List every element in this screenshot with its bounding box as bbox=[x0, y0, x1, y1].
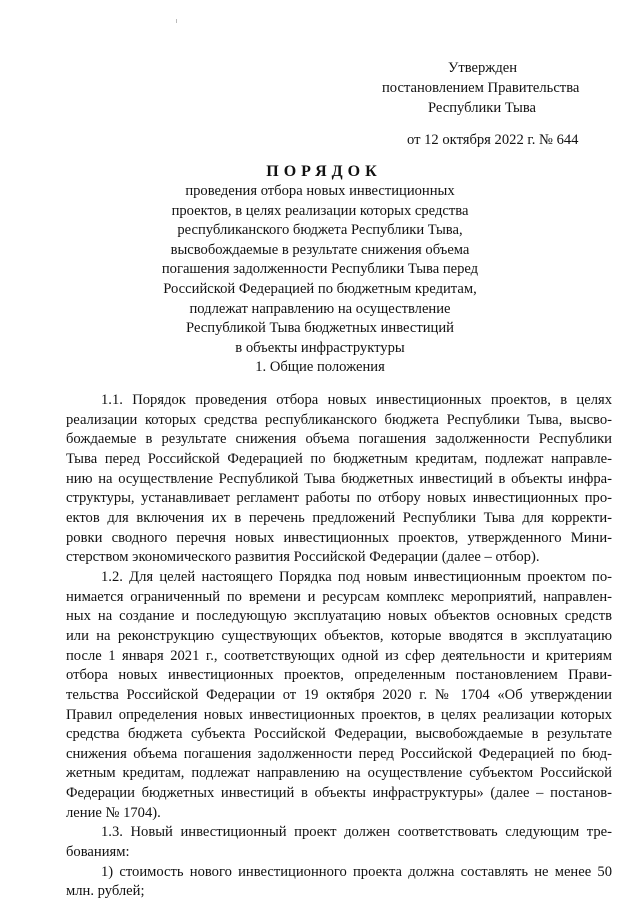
text-line: ных на создание и последующую эксплуатацию новых объектов основных средств bbox=[66, 608, 612, 625]
paragraph-1-2 bbox=[66, 568, 612, 824]
text-line: после 1 января 2021 г., соответствующих одной из сфер деятельности и критериям bbox=[66, 647, 612, 664]
text-line: жетным кредитам, подлежат направлению на осуществление субъектом Российской bbox=[66, 765, 612, 782]
text-line: 1.2. Для целей настоящего Порядка под новым инвестиционным проектом по- bbox=[101, 568, 612, 585]
text-line: 1.3. Новый инвестиционный проект должен соответствовать следующим тре- bbox=[101, 824, 612, 841]
approval-stamp-block bbox=[370, 58, 630, 150]
subtitle-line: республиканского бюджета Республики Тыва, bbox=[177, 222, 463, 239]
text-line: или на реконструкцию существующих объектов, которые вводятся в эксплуатацию bbox=[66, 627, 612, 644]
approval-date: от 12 октября 2022 г. № 644 bbox=[407, 132, 579, 148]
approval-line-3: Республики Тыва bbox=[428, 100, 537, 116]
title-block bbox=[0, 162, 640, 358]
subtitle-line: в объекты инфраструктуры bbox=[235, 339, 405, 356]
scan-mark bbox=[176, 19, 177, 23]
body-text bbox=[66, 391, 612, 902]
subtitle-line: проведения отбора новых инвестиционных bbox=[185, 183, 455, 199]
subtitle-line: Российской Федерацией по бюджетным кредитам, bbox=[163, 280, 477, 297]
text-line: нию на осуществление Республикой Тыва бюджетных инвестиций в объекты инфра- bbox=[66, 470, 612, 487]
text-line: реализации которых средства республиканского бюджета Республики Тыва, высво- bbox=[66, 411, 612, 428]
subtitle-line: высвобождаемые в результате снижения объема bbox=[170, 241, 470, 258]
text-line: 1) стоимость нового инвестиционного проекта должна составлять не менее 50 bbox=[101, 863, 612, 880]
text-line: млн. рублей; bbox=[66, 883, 145, 900]
document-title: ПОРЯДОК bbox=[266, 163, 382, 180]
text-line: ектов для включения их в перечень предложений Республики Тыва для корректи- bbox=[66, 509, 612, 526]
text-line: структуры, устанавливает регламент работы по отбору новых инвестиционных про- bbox=[66, 490, 612, 507]
approval-line-1: Утвержден bbox=[448, 60, 518, 76]
document-subtitle bbox=[0, 182, 640, 358]
text-line: отбора новых инвестиционных проектов, определенным постановлением Прави- bbox=[66, 667, 612, 684]
approval-line-2: постановлением Правительства bbox=[382, 80, 580, 96]
text-line: Правил определения новых инвестиционных проектов, в целях реализации которых bbox=[66, 706, 612, 723]
text-line: тельства Российской Федерации от 19 октября 2020 г. № 1704 «Об утверждении bbox=[66, 686, 612, 703]
text-line: 1.1. Порядок проведения отбора новых инвестиционных проектов, в целях bbox=[101, 392, 612, 408]
subtitle-line: погашения задолженности Республики Тыва перед bbox=[161, 261, 479, 278]
text-line: бождаемые в результате снижения объема погашения задолженности Республики bbox=[66, 431, 612, 448]
text-line: Тыва перед Российской Федерацией по бюджетным кредитам, подлежат направле- bbox=[66, 450, 612, 467]
section-heading: 1. Общие положения bbox=[255, 359, 385, 375]
paragraph-1-1 bbox=[66, 391, 612, 568]
text-line: ровки сводного перечня новых инвестиционных проектов, утвержденного Мини- bbox=[66, 529, 612, 546]
text-line: средства бюджета субъекта Российской Федерации, высвобождаемые в результате bbox=[66, 726, 612, 743]
text-line: бованиям: bbox=[66, 844, 130, 861]
subtitle-line: проектов, в целях реализации которых средства bbox=[171, 202, 469, 219]
list-item-1 bbox=[66, 863, 612, 902]
subtitle-line: подлежат направлению на осуществление bbox=[189, 300, 451, 317]
text-line: Федерации бюджетных инвестиций в объекты инфраструктуры» (далее – постанов- bbox=[66, 785, 612, 802]
text-line: нимается ограниченный по времени и ресурсам комплекс мероприятий, направлен- bbox=[66, 588, 612, 605]
text-line: стерством экономического развития Российской Федерации (далее – отбор). bbox=[66, 549, 540, 566]
subtitle-line: Республикой Тыва бюджетных инвестиций bbox=[186, 320, 454, 337]
text-line: снижения объема погашения задолженности перед Российской Федерацией по бюд- bbox=[66, 745, 612, 762]
paragraph-1-3 bbox=[66, 823, 612, 862]
text-line: ление № 1704). bbox=[66, 804, 161, 821]
